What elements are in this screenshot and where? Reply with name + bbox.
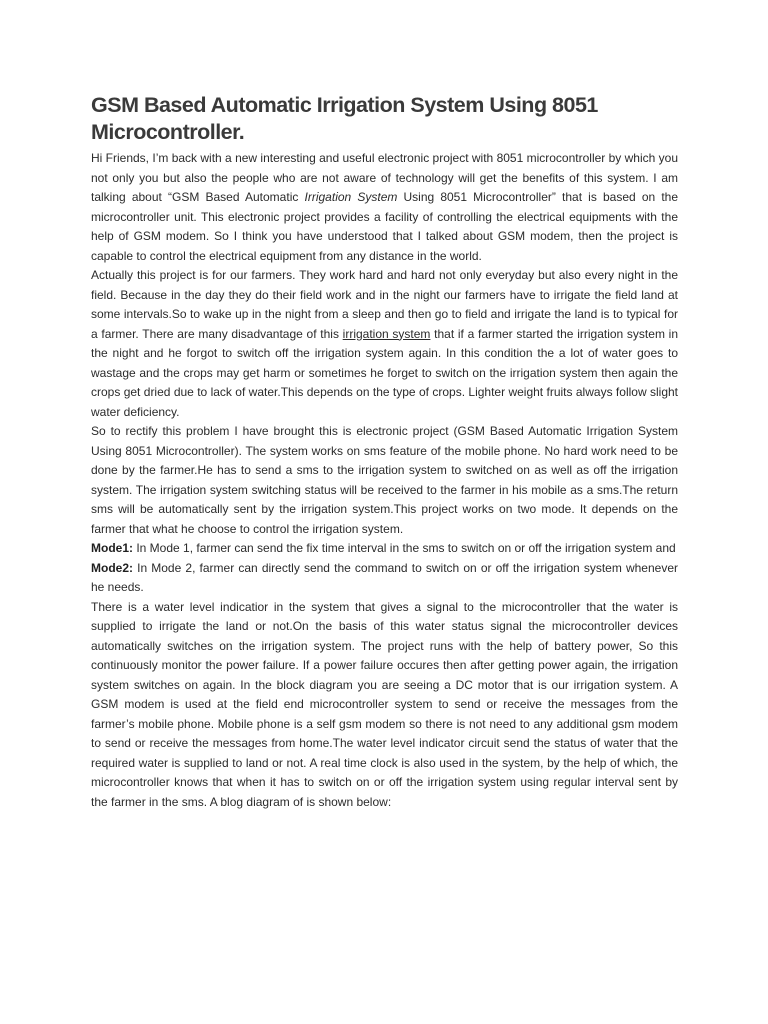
farmers-text-a: Actually this project is for our farmers. They work hard and hard not only everyday but also every night in the field. Because in the day they do their field work and in the night our farmers have to irrigate the field land at some intervals.So to wake up in the night from a sleep and then go to field and irrigate the land is to typical for a farmer. There are many disadvantage of this: [91, 268, 678, 341]
intro-emphasis: Irrigation System: [304, 190, 398, 204]
irrigation-system-link[interactable]: irrigation system: [342, 326, 431, 341]
paragraph-solution: So to rectify this problem I have brought this is electronic project (GSM Based Automatic Irrigation System Using 8051 Microcontroller). The system works on sms feature of the mobile phone. No hard work need to be done by the farmer.He has to send a sms to the irrigation system to switched on as well as off the irrigation system. The irrigation system switching status will be received to the farmer in his mobile as a sms.The return sms will be automatically sent by the irrigation system.This project works on two mode. It depends on the farmer that what he choose to control the irrigation system.: [91, 424, 678, 536]
mode1-label: Mode1:: [91, 541, 133, 555]
page-title: GSM Based Automatic Irrigation System Using 8051 Microcontroller.: [91, 93, 598, 144]
document-page: [91, 92, 678, 812]
intro-text-b: Using 8051 Microcontroller” that is based on the microcontroller unit. This electronic project provides a facility of controlling the electrical equipments with the help of GSM modem. So I think you have understood that I talked about GSM modem, then the project is capable to control the electrical equipment from any distance in the world.: [91, 190, 679, 263]
intro-text-a: Hi Friends, I’m back with a new interesting and useful electronic project with 8051 microcontroller by which you not only you but also the people who are not aware of technology will get the benefits of this system. I am talking about “GSM Based Automatic: [91, 151, 678, 204]
paragraph-farmers: [91, 266, 678, 422]
mode2-label: Mode2:: [91, 560, 133, 575]
mode1-text: In Mode 1, farmer can send the fix time interval in the sms to switch on or off the irrigation system and: [133, 541, 676, 555]
paragraph-intro: [91, 149, 678, 266]
farmers-text-b: that if a farmer started the irrigation system in the night and he forgot to switch off the irrigation system again. In this condition the a lot of water goes to wastage and the crops may get harm or sometimes he forget to switch on the irrigation system then again the crops get dried due to lack of water.This depends on the type of crops. Lighter weight fruits always follow slight water deficiency.: [91, 326, 678, 419]
mode2-text: In Mode 2, farmer can directly send the command to switch on or off the irrigation system whenever he needs.: [91, 560, 678, 594]
article-body: [91, 149, 678, 812]
paragraph-mode1: [91, 539, 678, 559]
paragraph-mode2: [91, 559, 678, 598]
paragraph-water-level: There is a water level indicatior in the system that gives a signal to the microcontroller that the water is supplied to irrigate the land or not.On the basis of this water status signal the microcontroller devices automatically switches on the irrigation system. The project runs with the help of battery power, So this continuously monitor the power failure. If a power failure occures then after getting power again, the irrigation system switches on again. In the block diagram you are seeing a DC motor that is our irrigation system. A GSM modem is used at the field end microcontroller system to send or receive the messages from the farmer’s mobile phone. Mobile phone is a self gsm modem so there is not need to any additional gsm modem to send or receive the messages from home.The water level indicator circuit send the status of water that the required water is supplied to land or not. A real time clock is also used in the system, by the help of which, the microcontroller knows that when it has to switch on or off the irrigation system using regular interval sent by the farmer in the sms. A blog diagram of is shown below:: [91, 599, 678, 809]
